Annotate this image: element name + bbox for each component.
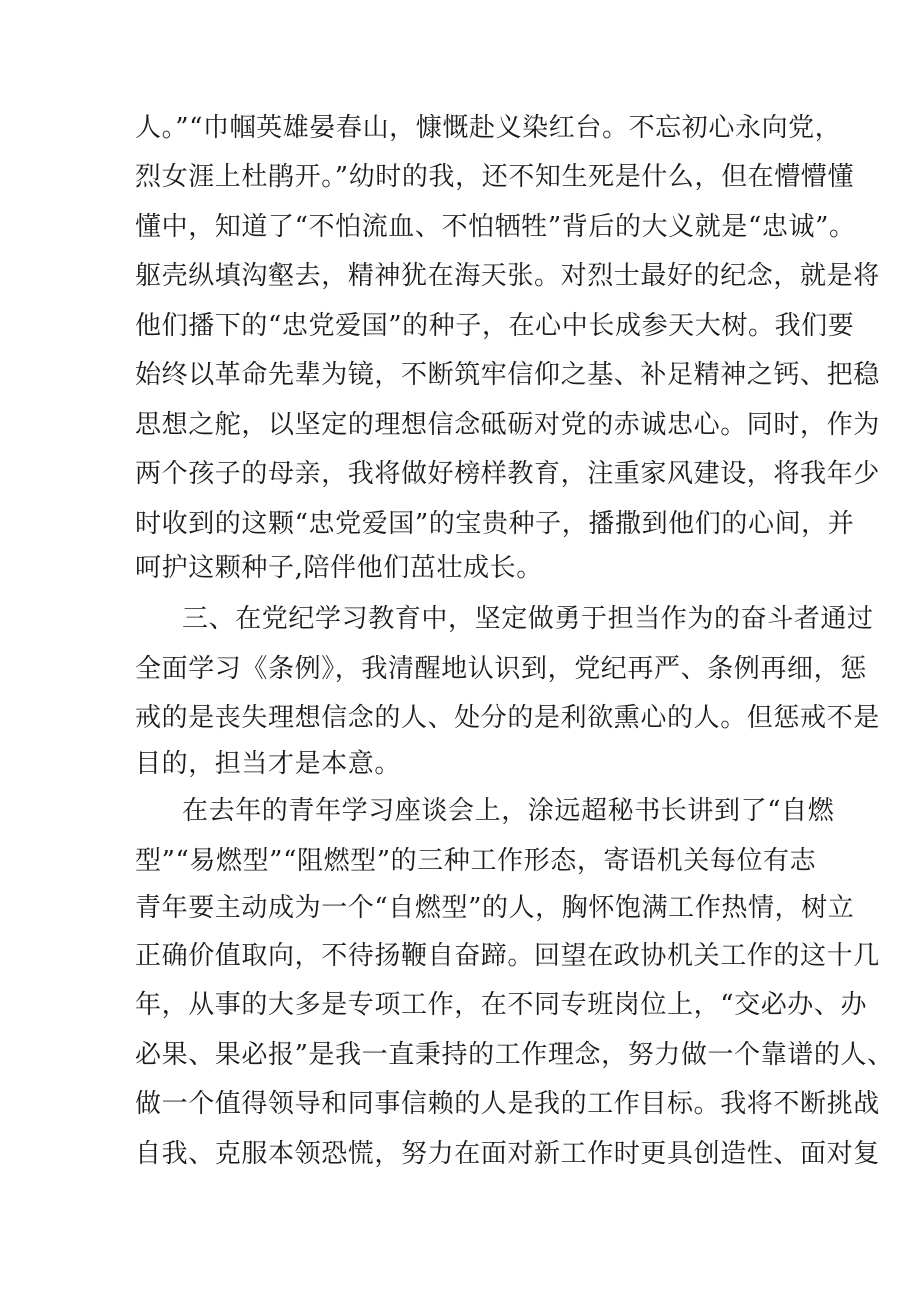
paragraph-line: 型”“易燃型”“阻燃型”的三种工作形态，寄语机关每位有志 <box>135 846 817 876</box>
paragraph-line: 呵护这颗种子,陪伴他们茁壮成长。 <box>135 553 543 583</box>
paragraph-line: 懂中，知道了“不怕流血、不怕牺牲”背后的大义就是“忠诚”。 <box>135 212 856 242</box>
paragraph-line: 时收到的这颗“忠党爱国”的宝贵种子，播撒到他们的心间，并 <box>135 509 855 539</box>
paragraph-line: 戒的是丧失理想信念的人、处分的是利欲熏心的人。但惩戒不是 <box>135 703 880 733</box>
paragraph-line: 必果、果必报”是我一直秉持的工作理念，努力做一个靠谱的人、 <box>135 1040 894 1070</box>
paragraph-line: 正确价值取向，不待扬鞭自奋蹄。回望在政协机关工作的这十几 <box>135 941 880 971</box>
paragraph-line: 青年要主动成为一个“自燃型”的人，胸怀饱满工作热情，树立 <box>135 893 855 923</box>
paragraph-line: 两个孩子的母亲，我将做好榜样教育，注重家风建设，将我年少 <box>135 459 880 489</box>
paragraph-line: 人。”“巾帼英雄晏春山，慷慨赴义染红台。不忘初心永向党， <box>135 113 842 143</box>
paragraph-line: 全面学习《条例》，我清醒地认识到，党纪再严、条例再细，惩 <box>135 654 867 684</box>
paragraph-line: 做一个值得领导和同事信赖的人是我的工作目标。我将不断挑战 <box>135 1089 880 1119</box>
paragraph-line: 在去年的青年学习座谈会上，涂远超秘书长讲到了“自燃 <box>182 796 835 826</box>
section-heading: 三、在党纪学习教育中，坚定做勇于担当作为的奋斗者 <box>182 604 821 634</box>
section-heading-continuation: 通过 <box>820 604 874 634</box>
paragraph-line: 始终以革命先辈为镜，不断筑牢信仰之基、补足精神之钙、把稳 <box>135 360 880 390</box>
paragraph-line: 思想之舵，以坚定的理想信念砥砺对党的赤诚忠心。同时，作为 <box>135 410 880 440</box>
paragraph-line: 目的，担当才是本意。 <box>135 749 402 779</box>
paragraph-line: 年，从事的大多是专项工作，在不同专班岗位上，“交必办、办 <box>135 990 868 1020</box>
paragraph-line: 躯壳纵填沟壑去，精神犹在海天张。对烈士最好的纪念，就是将 <box>135 261 880 291</box>
paragraph-line: 自我、克服本领恐慌，努力在面对新工作时更具创造性、面对复 <box>135 1139 880 1169</box>
paragraph-line: 烈女涯上杜鹃开。”幼时的我，还不知生死是什么，但在懵懵懂 <box>135 162 855 192</box>
paragraph-line: 他们播下的“忠党爱国”的种子，在心中长成参天大树。我们要 <box>135 311 855 341</box>
section-heading-line <box>182 603 874 635</box>
